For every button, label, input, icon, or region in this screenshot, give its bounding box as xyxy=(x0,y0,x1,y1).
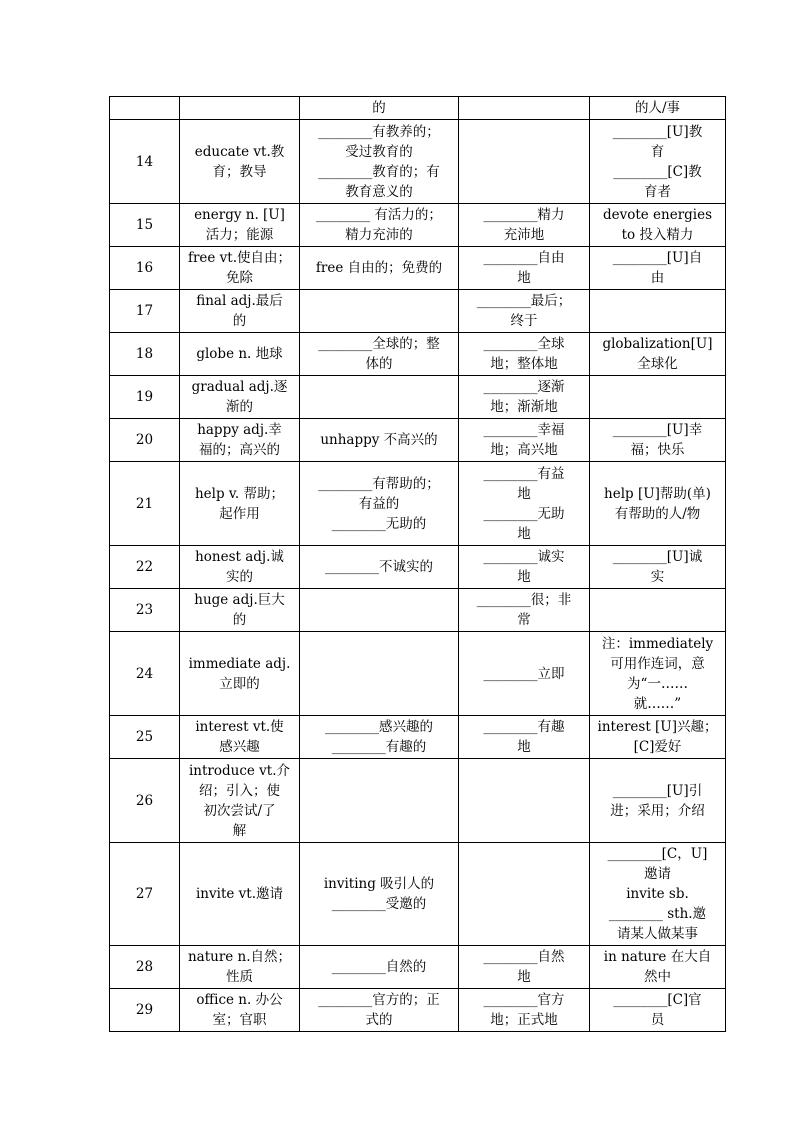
cell-text-line: 福；快乐 xyxy=(630,442,685,458)
row-number-text: 22 xyxy=(135,559,154,575)
cell-noun xyxy=(590,546,726,589)
cell-adjective xyxy=(300,204,459,247)
row-number-text: 27 xyxy=(135,886,154,902)
cell-adverb xyxy=(459,247,590,290)
cell-noun xyxy=(590,97,726,120)
cell-text-line: 终于 xyxy=(510,313,538,329)
table-row xyxy=(110,843,726,946)
cell-noun xyxy=(590,632,726,716)
row-number xyxy=(110,419,180,462)
cell-text-line: 育；教导 xyxy=(212,163,267,180)
cell-text-line: 福的；高兴的 xyxy=(199,442,280,458)
cell-base-word xyxy=(180,589,300,632)
cell-text-line: 的 xyxy=(232,313,247,329)
cell-text-line: 立即的 xyxy=(219,675,260,692)
cell-text-line: 初次尝试/了 xyxy=(203,802,276,819)
cell-text-line: help v. 帮助； xyxy=(194,485,285,502)
row-number-text: 29 xyxy=(135,1002,154,1018)
table-row xyxy=(110,759,726,843)
cell-text-line: 有益的 xyxy=(358,495,400,512)
cell-text-line: 育 xyxy=(650,143,665,160)
cell-noun xyxy=(590,989,726,1032)
cell-adjective xyxy=(300,376,459,419)
cell-text-line: ________官方的；正 xyxy=(318,992,440,1008)
cell-adverb xyxy=(459,419,590,462)
cell-base-word xyxy=(180,946,300,989)
cell-text-line: 地；高兴地 xyxy=(490,442,558,458)
cell-noun xyxy=(590,589,726,632)
cell-text-line: 式的 xyxy=(365,1012,393,1028)
cell-base-word xyxy=(180,290,300,333)
cell-adverb xyxy=(459,546,590,589)
cell-text-line: 地 xyxy=(517,525,531,542)
cell-adverb xyxy=(459,290,590,333)
cell-base-word xyxy=(180,759,300,843)
cell-text-line: ________精力 xyxy=(483,207,565,223)
cell-text-line: ________自由 xyxy=(483,250,565,266)
cell-text-line: ________自然 xyxy=(483,949,565,965)
cell-adjective xyxy=(300,759,459,843)
cell-base-word xyxy=(180,632,300,716)
cell-text-line: ________有趣的 xyxy=(331,739,427,755)
row-number xyxy=(110,376,180,419)
cell-adverb xyxy=(459,120,590,204)
cell-text-line: ________[U]幸 xyxy=(612,422,703,438)
row-number-text: 23 xyxy=(135,602,154,618)
cell-text-line: interest [U]兴趣； xyxy=(597,719,718,735)
table-row xyxy=(110,716,726,759)
cell-adverb xyxy=(459,589,590,632)
row-number xyxy=(110,759,180,843)
row-number xyxy=(110,97,180,120)
cell-adverb xyxy=(459,989,590,1032)
cell-text-line: 的 xyxy=(372,100,386,116)
cell-text-line: in nature 在大自 xyxy=(603,949,712,965)
row-number xyxy=(110,589,180,632)
cell-text-line: 绍；引入；使 xyxy=(199,782,280,799)
cell-noun xyxy=(590,247,726,290)
cell-text-line: 邀请 xyxy=(644,866,671,882)
cell-text-line: 感兴趣 xyxy=(219,739,260,755)
cell-adjective xyxy=(300,120,459,204)
cell-text-line: 实的 xyxy=(226,569,253,585)
row-number-text: 25 xyxy=(135,729,154,745)
cell-text-line: ________逐渐 xyxy=(483,379,565,395)
cell-text-line: devote energies xyxy=(602,207,713,223)
cell-text-line: 地；整体地 xyxy=(490,356,558,372)
cell-text-line: ________全球的；整 xyxy=(318,336,440,352)
cell-text-line: 然中 xyxy=(644,969,671,985)
cell-adjective xyxy=(300,247,459,290)
cell-text-line: ________不诚实的 xyxy=(325,559,433,575)
cell-text-line: ________[C，U] xyxy=(607,846,708,862)
cell-base-word xyxy=(180,462,300,546)
cell-text-line: 实 xyxy=(650,569,665,585)
row-number xyxy=(110,546,180,589)
cell-text-line: invite vt.邀请 xyxy=(195,886,283,902)
cell-adverb xyxy=(459,462,590,546)
cell-text-line: ________有益 xyxy=(483,465,565,482)
cell-text-line: ________有教养的； xyxy=(318,123,440,140)
cell-text-line: ________[U]教 xyxy=(612,123,703,140)
cell-adverb xyxy=(459,632,590,716)
cell-adjective xyxy=(300,946,459,989)
row-number xyxy=(110,247,180,290)
row-number-text: 26 xyxy=(135,792,154,809)
cell-text-line: 地 xyxy=(517,270,531,286)
table-row xyxy=(110,97,726,120)
cell-text-line: ________自然的 xyxy=(331,959,427,975)
cell-noun xyxy=(590,419,726,462)
cell-text-line: ________[C]官 xyxy=(613,992,702,1008)
table-row xyxy=(110,546,726,589)
cell-text-line: [C]爱好 xyxy=(633,739,682,755)
cell-text-line: 进；采用；介绍 xyxy=(610,802,705,819)
cell-text-line: ________[U]引 xyxy=(612,782,703,799)
cell-text-line: 地 xyxy=(517,739,531,755)
cell-adjective xyxy=(300,419,459,462)
cell-text-line: ________有趣 xyxy=(483,719,565,735)
cell-text-line: ________[U]诚 xyxy=(612,549,703,565)
table-row xyxy=(110,290,726,333)
cell-text-line: ________官方 xyxy=(483,992,565,1008)
cell-adjective xyxy=(300,97,459,120)
table-row xyxy=(110,120,726,204)
cell-text-line: 有帮助的人/物 xyxy=(614,505,701,522)
cell-adverb xyxy=(459,716,590,759)
cell-adjective xyxy=(300,989,459,1032)
cell-text-line: ________诚实 xyxy=(483,549,565,565)
cell-adjective xyxy=(300,290,459,333)
cell-text-line: ________[U]自 xyxy=(612,250,703,266)
cell-base-word xyxy=(180,376,300,419)
table-row xyxy=(110,632,726,716)
table-row xyxy=(110,589,726,632)
cell-text-line: free 自由的；免费的 xyxy=(315,260,443,276)
cell-noun xyxy=(590,290,726,333)
cell-adverb xyxy=(459,759,590,843)
cell-text-line: introduce vt.介 xyxy=(188,762,291,779)
row-number xyxy=(110,989,180,1032)
cell-text-line: ________全球 xyxy=(483,336,565,352)
table-row xyxy=(110,946,726,989)
cell-text-line: inviting 吸引人的 xyxy=(323,876,435,892)
cell-text-line: interest vt.使 xyxy=(195,719,284,735)
cell-adjective xyxy=(300,589,459,632)
cell-text-line: 请某人做某事 xyxy=(617,926,698,942)
cell-text-line: 活力；能源 xyxy=(205,227,274,243)
cell-text-line: 由 xyxy=(650,270,665,286)
cell-text-line: 地；正式地 xyxy=(490,1012,558,1028)
cell-text-line: energy n. [U] xyxy=(194,207,285,223)
table-row xyxy=(110,419,726,462)
cell-text-line: unhappy 不高兴的 xyxy=(320,432,438,448)
row-number xyxy=(110,716,180,759)
cell-text-line: 地；渐渐地 xyxy=(490,399,558,415)
cell-text-line: gradual adj.逐 xyxy=(191,379,288,395)
row-number-text: 20 xyxy=(135,432,154,448)
cell-text-line: 性质 xyxy=(226,969,253,985)
cell-text-line: ________幸福 xyxy=(483,422,565,438)
row-number xyxy=(110,120,180,204)
cell-text-line: nature n.自然； xyxy=(187,949,292,965)
cell-base-word xyxy=(180,97,300,120)
cell-text-line: 体的 xyxy=(365,356,393,372)
cell-text-line: final adj.最后 xyxy=(196,293,283,309)
cell-adjective xyxy=(300,632,459,716)
cell-text-line: office n. 办公 xyxy=(196,992,283,1008)
cell-text-line: 起作用 xyxy=(219,505,260,522)
cell-noun xyxy=(590,759,726,843)
cell-text-line: 的 xyxy=(232,612,247,628)
cell-text-line: 全球化 xyxy=(637,356,678,372)
cell-text-line: huge adj.巨大 xyxy=(194,592,285,608)
cell-text-line: ________有帮助的； xyxy=(318,475,440,492)
cell-text-line: ________ sth.邀 xyxy=(608,906,707,922)
cell-base-word xyxy=(180,989,300,1032)
cell-text-line: 解 xyxy=(232,822,247,839)
row-number-text: 14 xyxy=(135,153,154,170)
cell-text-line: ________教育的；有 xyxy=(318,163,440,180)
cell-noun xyxy=(590,462,726,546)
cell-text-line: 常 xyxy=(517,612,531,628)
row-number-text: 19 xyxy=(135,389,154,405)
cell-text-line: 员 xyxy=(650,1012,665,1028)
cell-text-line: ________无助的 xyxy=(331,515,427,532)
cell-noun xyxy=(590,376,726,419)
cell-noun xyxy=(590,204,726,247)
table-row xyxy=(110,333,726,376)
vocabulary-table xyxy=(109,96,726,1032)
cell-adjective xyxy=(300,462,459,546)
cell-adjective xyxy=(300,843,459,946)
cell-text-line: honest adj.诚 xyxy=(195,549,284,565)
cell-base-word xyxy=(180,843,300,946)
cell-text-line: 免除 xyxy=(226,270,253,286)
cell-adjective xyxy=(300,546,459,589)
cell-adjective xyxy=(300,333,459,376)
cell-base-word xyxy=(180,546,300,589)
row-number xyxy=(110,290,180,333)
row-number xyxy=(110,843,180,946)
cell-adverb xyxy=(459,376,590,419)
cell-noun xyxy=(590,843,726,946)
row-number xyxy=(110,462,180,546)
cell-text-line: ________[C]教 xyxy=(613,163,702,180)
cell-text-line: ________很；非 xyxy=(476,592,572,608)
cell-text-line: 可用作连词，意 xyxy=(610,655,705,672)
row-number xyxy=(110,333,180,376)
cell-text-line: ________感兴趣的 xyxy=(325,719,433,735)
row-number-text: 16 xyxy=(135,260,154,276)
cell-adverb xyxy=(459,946,590,989)
cell-text-line: 充沛地 xyxy=(503,227,545,243)
row-number-text: 28 xyxy=(135,959,154,975)
cell-text-line: 育者 xyxy=(644,183,671,200)
table-row xyxy=(110,376,726,419)
row-number-text: 17 xyxy=(135,303,154,319)
cell-adverb xyxy=(459,97,590,120)
cell-base-word xyxy=(180,247,300,290)
cell-noun xyxy=(590,716,726,759)
cell-noun xyxy=(590,333,726,376)
cell-text-line: 就……” xyxy=(633,695,682,712)
row-number-text: 18 xyxy=(135,346,154,362)
row-number-text: 21 xyxy=(135,495,154,512)
cell-text-line: help [U]帮助(单) xyxy=(604,485,711,502)
cell-base-word xyxy=(180,716,300,759)
cell-text-line: 地 xyxy=(517,969,531,985)
cell-adverb xyxy=(459,333,590,376)
cell-text-line: 地 xyxy=(517,485,531,502)
cell-text-line: 精力充沛的 xyxy=(345,227,413,243)
cell-base-word xyxy=(180,204,300,247)
cell-base-word xyxy=(180,333,300,376)
cell-adjective xyxy=(300,716,459,759)
row-number xyxy=(110,204,180,247)
cell-noun xyxy=(590,946,726,989)
table-row xyxy=(110,204,726,247)
cell-text-line: educate vt.教 xyxy=(194,143,285,160)
table-body xyxy=(110,97,726,1032)
cell-text-line: globalization[U] xyxy=(602,336,713,352)
cell-noun xyxy=(590,120,726,204)
cell-text-line: 为“一…… xyxy=(627,675,688,692)
cell-text-line: invite sb. xyxy=(626,886,689,902)
cell-text-line: 受过教育的 xyxy=(345,143,413,160)
cell-text-line: ________受邀的 xyxy=(331,896,427,912)
cell-text-line: immediate adj. xyxy=(188,655,291,672)
row-number xyxy=(110,946,180,989)
cell-text-line: ________ 有活力的； xyxy=(316,207,442,223)
table-row xyxy=(110,247,726,290)
cell-text-line: 室；官职 xyxy=(212,1012,267,1028)
cell-text-line: happy adj.幸 xyxy=(197,422,282,438)
cell-text-line: 渐的 xyxy=(226,399,253,415)
cell-text-line: 的人/事 xyxy=(634,100,681,116)
cell-text-line: free vt.使自由； xyxy=(187,250,292,266)
cell-text-line: ________立即 xyxy=(483,665,565,682)
cell-adverb xyxy=(459,204,590,247)
cell-text-line: 地 xyxy=(517,569,531,585)
cell-base-word xyxy=(180,419,300,462)
cell-adverb xyxy=(459,843,590,946)
cell-text-line: ________无助 xyxy=(483,505,565,522)
row-number-text: 24 xyxy=(135,665,154,682)
cell-text-line: to 投入精力 xyxy=(621,227,694,243)
cell-text-line: 教育意义的 xyxy=(345,183,413,200)
row-number xyxy=(110,632,180,716)
cell-text-line: ________最后； xyxy=(476,293,572,309)
cell-text-line: globe n. 地球 xyxy=(196,346,283,362)
row-number-text: 15 xyxy=(135,217,154,233)
cell-text-line: 注：immediately xyxy=(601,635,714,652)
cell-base-word xyxy=(180,120,300,204)
table-row xyxy=(110,989,726,1032)
table-row xyxy=(110,462,726,546)
